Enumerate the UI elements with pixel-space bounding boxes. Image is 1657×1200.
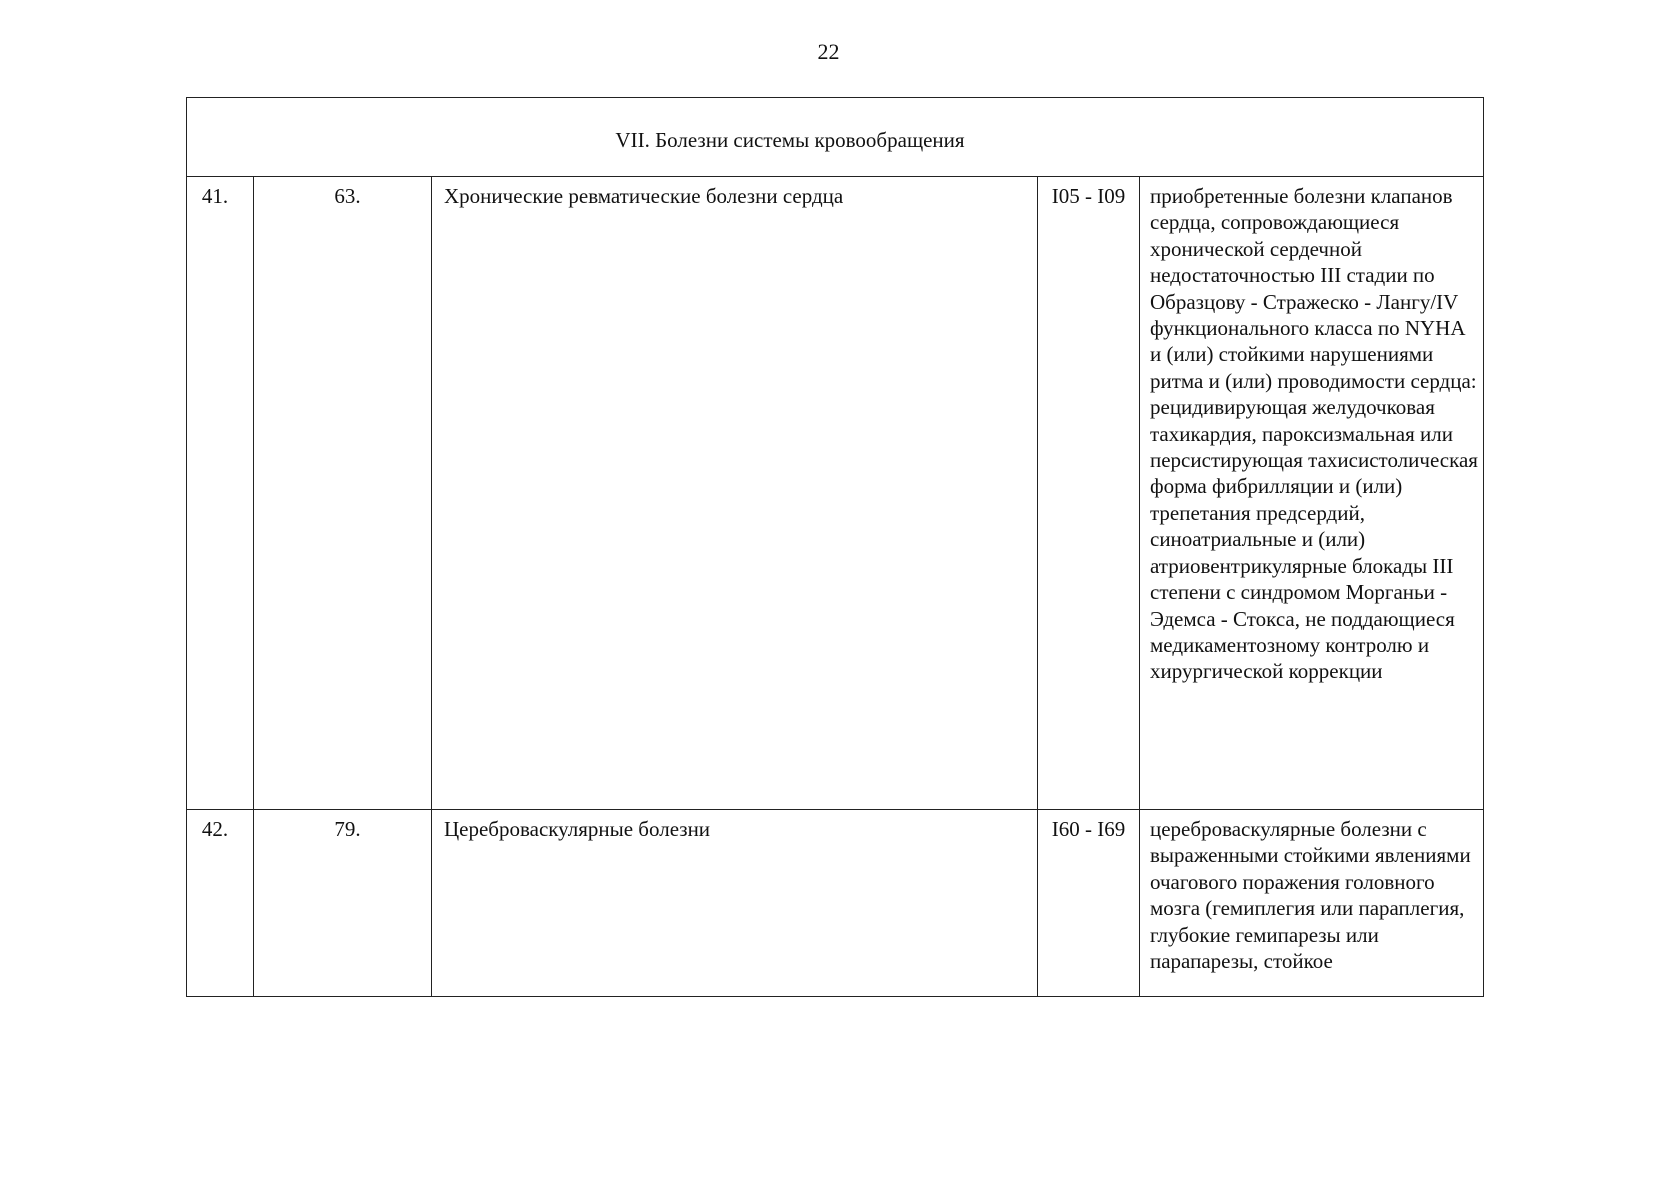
disease-name-cell — [432, 810, 1038, 997]
row-ref: 79. — [334, 817, 361, 841]
row-number-cell — [187, 177, 254, 810]
disease-name-cell — [432, 177, 1038, 810]
section-title: VII. Болезни системы кровообращения — [615, 127, 965, 152]
disease-table — [186, 97, 1484, 997]
row-ref-cell — [254, 810, 432, 997]
row-ref: 63. — [334, 184, 361, 208]
disease-name: Хронические ревматические болезни сердца — [444, 184, 844, 208]
row-number: 42. — [201, 817, 229, 841]
icd-codes: I05 - I09 — [1051, 184, 1126, 208]
icd-codes: I60 - I69 — [1051, 817, 1126, 841]
description: приобретенные болезни клапанов сердца, сопровождающиеся хронической сердечной недостаточностью III стадии по Образцову - Стражеско - Лангу/IV функционального класса по NYHA и (или) стойкими нарушениями ритма и (или) проводимости сердца: рецидивирующая желудочковая тахикардия, пароксизмальная или персистирующая тахисистолическая форма фибрилляции и (или) трепетания предсердий, синоатриальные и (или) атриовентрикулярные блокады III степени с синдромом Морганьи - Эдемса - Стокса, не поддающиеся медикаментозному контролю и хирургической коррекции — [1150, 184, 1478, 684]
description-cell — [1140, 177, 1484, 810]
table-row — [187, 177, 1484, 810]
icd-code-cell — [1038, 810, 1140, 997]
table-row — [187, 810, 1484, 997]
icd-code-cell — [1038, 177, 1140, 810]
description-cell — [1140, 810, 1484, 997]
section-header-row — [187, 98, 1484, 177]
row-number-cell — [187, 810, 254, 997]
section-title-cell — [187, 98, 1484, 177]
disease-name: Цереброваскулярные болезни — [444, 817, 711, 841]
row-number: 41. — [201, 184, 229, 208]
description: цереброваскулярные болезни с выраженными стойкими явлениями очагового поражения головного мозга (гемиплегия или параплегия, глубокие гемипарезы или парапарезы, стойкое — [1150, 817, 1471, 974]
page-number: 22 — [817, 39, 840, 64]
row-ref-cell — [254, 177, 432, 810]
description-clip — [1140, 810, 1483, 996]
